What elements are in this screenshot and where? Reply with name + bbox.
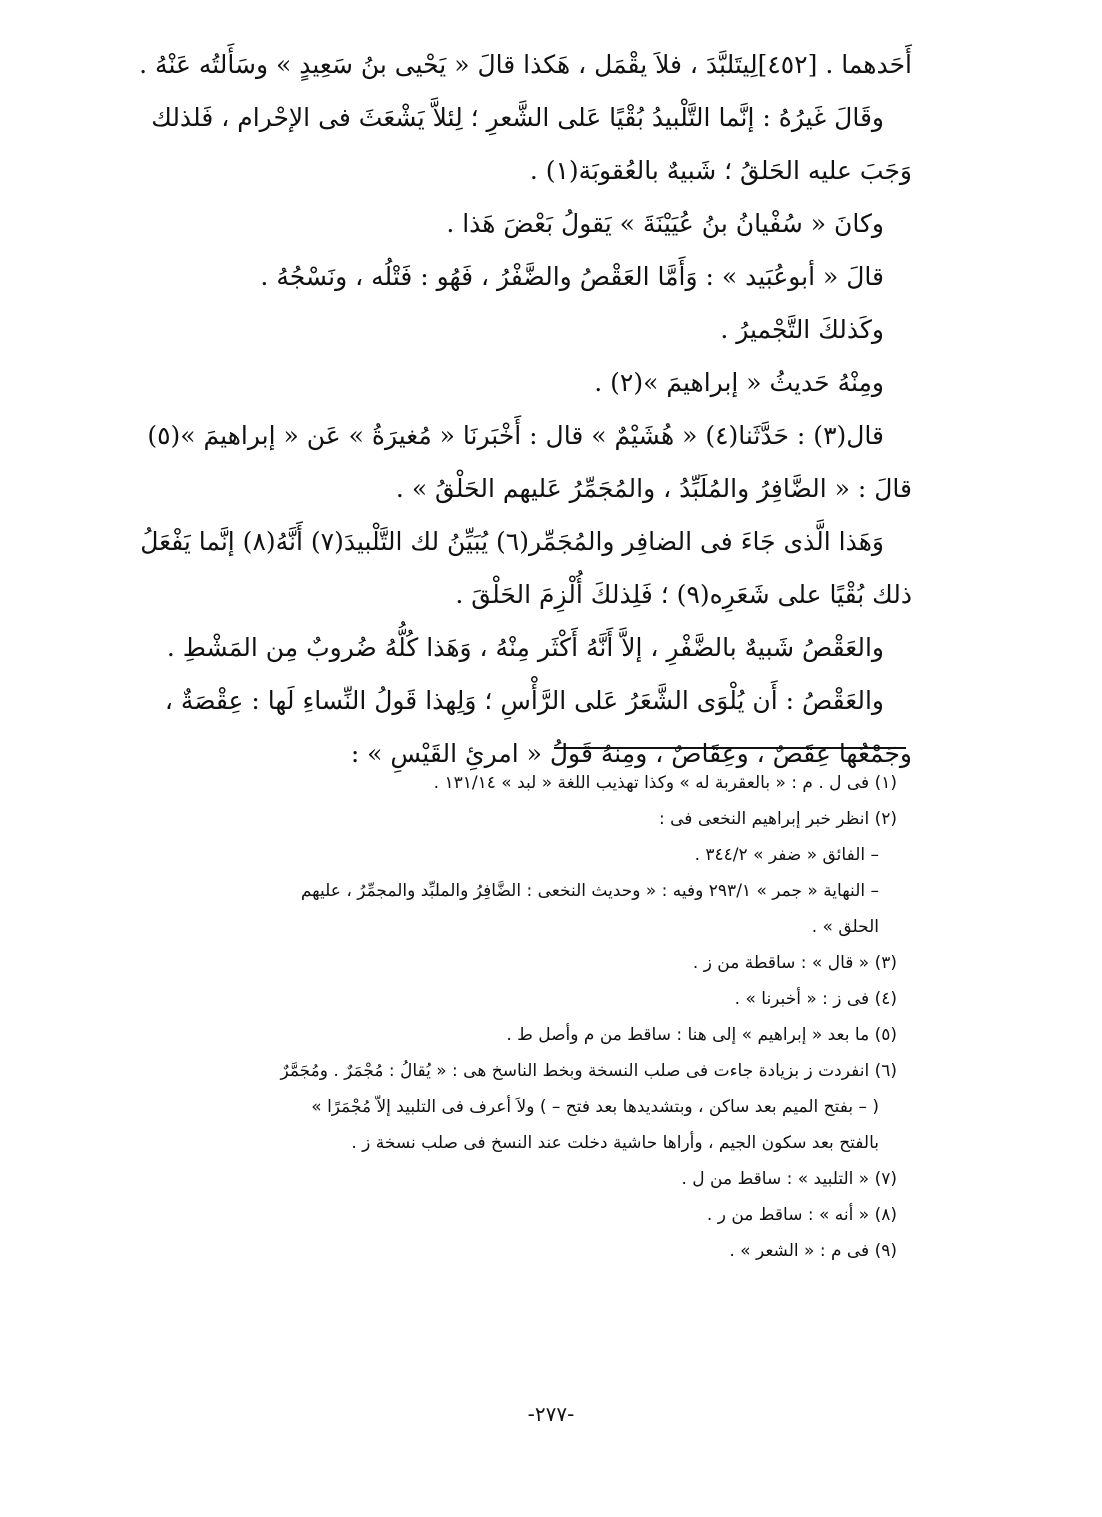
body-line: قالَ « أبوعُبَيد » : وَأَمَّا العَقْصُ والضَّفْرُ ، فَهُو : فَتْلُه ، ونَسْجُهُ . <box>260 262 884 291</box>
body-line: ومِنْهُ حَديثُ « إبراهيمَ »(٢) . <box>594 368 884 397</box>
body-line: وجَمْعُها عِقَصٌ ، وعِقَاصٌ ، ومِنهُ قَولُ « امرئِ القَيْسِ » : <box>350 739 912 768</box>
body-line: ذلك بُقْيًا على شَعَرِه(٩) ؛ فَلِذلكَ أُلْزِمَ الحَلْقَ . <box>455 580 912 609</box>
body-line: والعَقْصُ شَبيهٌ بالضَّفْرِ ، إلاَّ أَنَّهُ أَكْثَر مِنْهُ ، وَهَذا كُلُّهُ ضُروبٌ مِن المَشْطِ . <box>166 633 884 662</box>
body-line: وكَذلكَ التَّجْميرُ . <box>720 315 884 344</box>
page-number: -٢٧٧- <box>527 1402 575 1426</box>
footnote-line: (٦) انفردت ز بزيادة جاءت فى صلب النسخة وبخط الناسخ هى : « يُقالُ : مُجْمَرٌ . ومُجَمَّرٌ <box>280 1061 897 1081</box>
body-line: وكانَ « سُفْيانُ بنُ عُيَيْنَةَ » يَقولُ بَعْضَ هَذا . <box>446 209 884 238</box>
footnote-line: – النهاية « جمر » ٢٩٣/١ وفيه : « وحديث النخعى : الضَّافِرُ والملبِّد والمجمِّرُ ، عليهم <box>300 881 879 901</box>
body-line: وَجَبَ عليه الحَلقُ ؛ شَبيهٌ بالعُقوبَة(١) . <box>529 156 912 185</box>
body-line: وَهَذا الَّذى جَاءَ فى الضافِر والمُجَمِّر(٦) يُبَيِّنُ لك التَّلْبيدَ(٧) أَنَّهُ(٨) إنَّما يَفْعَلُ <box>140 527 884 556</box>
footnote-line: ( – بفتح الميم بعد ساكن ، وبتشديدها بعد فتح – ) ولاَ أعرف فى التلبيد إلاّ مُجْمَرًا » <box>311 1097 879 1117</box>
body-line: والعَقْصُ : أَن يُلْوَى الشَّعَرُ عَلى الرَّأْسِ ؛ وَلِهذا قَولُ النِّساءِ لَها : عِقْصَةٌ ، <box>164 686 884 715</box>
footnote-separator <box>554 747 906 749</box>
footnote-line: (٣) « قال » : ساقطة من ز . <box>692 953 897 973</box>
footnotes <box>177 765 897 1269</box>
body-line: وقَالَ غَيرُهُ : إنَّما التَّلْبيدُ بُقْيًا عَلى الشَّعرِ ؛ لِئلاَّ يَشْعَثَ فى الإحْرام ، فَلذلك <box>151 103 884 132</box>
footnote-line: (١) فى ل . م : « بالعقربة له » وكذا تهذيب اللغة « لبد » ١٣١/١٤ . <box>433 773 897 793</box>
main-text <box>139 38 912 780</box>
body-line: أَحَدهما . [٤٥٢]لِيتَلبَّدَ ، فلاَ يقْمَل ، هَكذا قالَ « يَحْيى بنُ سَعِيدٍ » وسَأَلتُه عَنْهُ . <box>139 50 912 79</box>
footnote-line: (٩) فى م : « الشعر » . <box>729 1241 897 1261</box>
footnote-line: (٤) فى ز : « أخبرنا » . <box>734 989 897 1009</box>
body-line: قالَ : « الضَّافِرُ والمُلَبِّدُ ، والمُجَمِّرُ عَليهم الحَلْقُ » . <box>395 474 912 503</box>
body-line: قال(٣) : حَدَّثَنا(٤) « هُشَيْمٌ » قال : أَخْبَرنَا « مُغيرَةُ » عَن « إبراهيمَ »(٥) <box>147 421 884 450</box>
footnote-line: الحلق » . <box>811 917 879 937</box>
footnote-line: (٨) « أنه » : ساقط من ر . <box>706 1205 897 1225</box>
footnote-line: (٧) « التلبيد » : ساقط من ل . <box>681 1169 897 1189</box>
footnote-line: بالفتح بعد سكون الجيم ، وأراها حاشية دخلت عند النسخ فى صلب نسخة ز . <box>351 1133 879 1153</box>
footnote-line: – الفائق « ضفر » ٣٤٤/٢ . <box>694 845 879 865</box>
footnote-line: (٢) انظر خبر إبراهيم النخعى فى : <box>658 809 897 829</box>
footnote-line: (٥) ما بعد « إبراهيم » إلى هنا : ساقط من م وأصل ط . <box>506 1025 897 1045</box>
